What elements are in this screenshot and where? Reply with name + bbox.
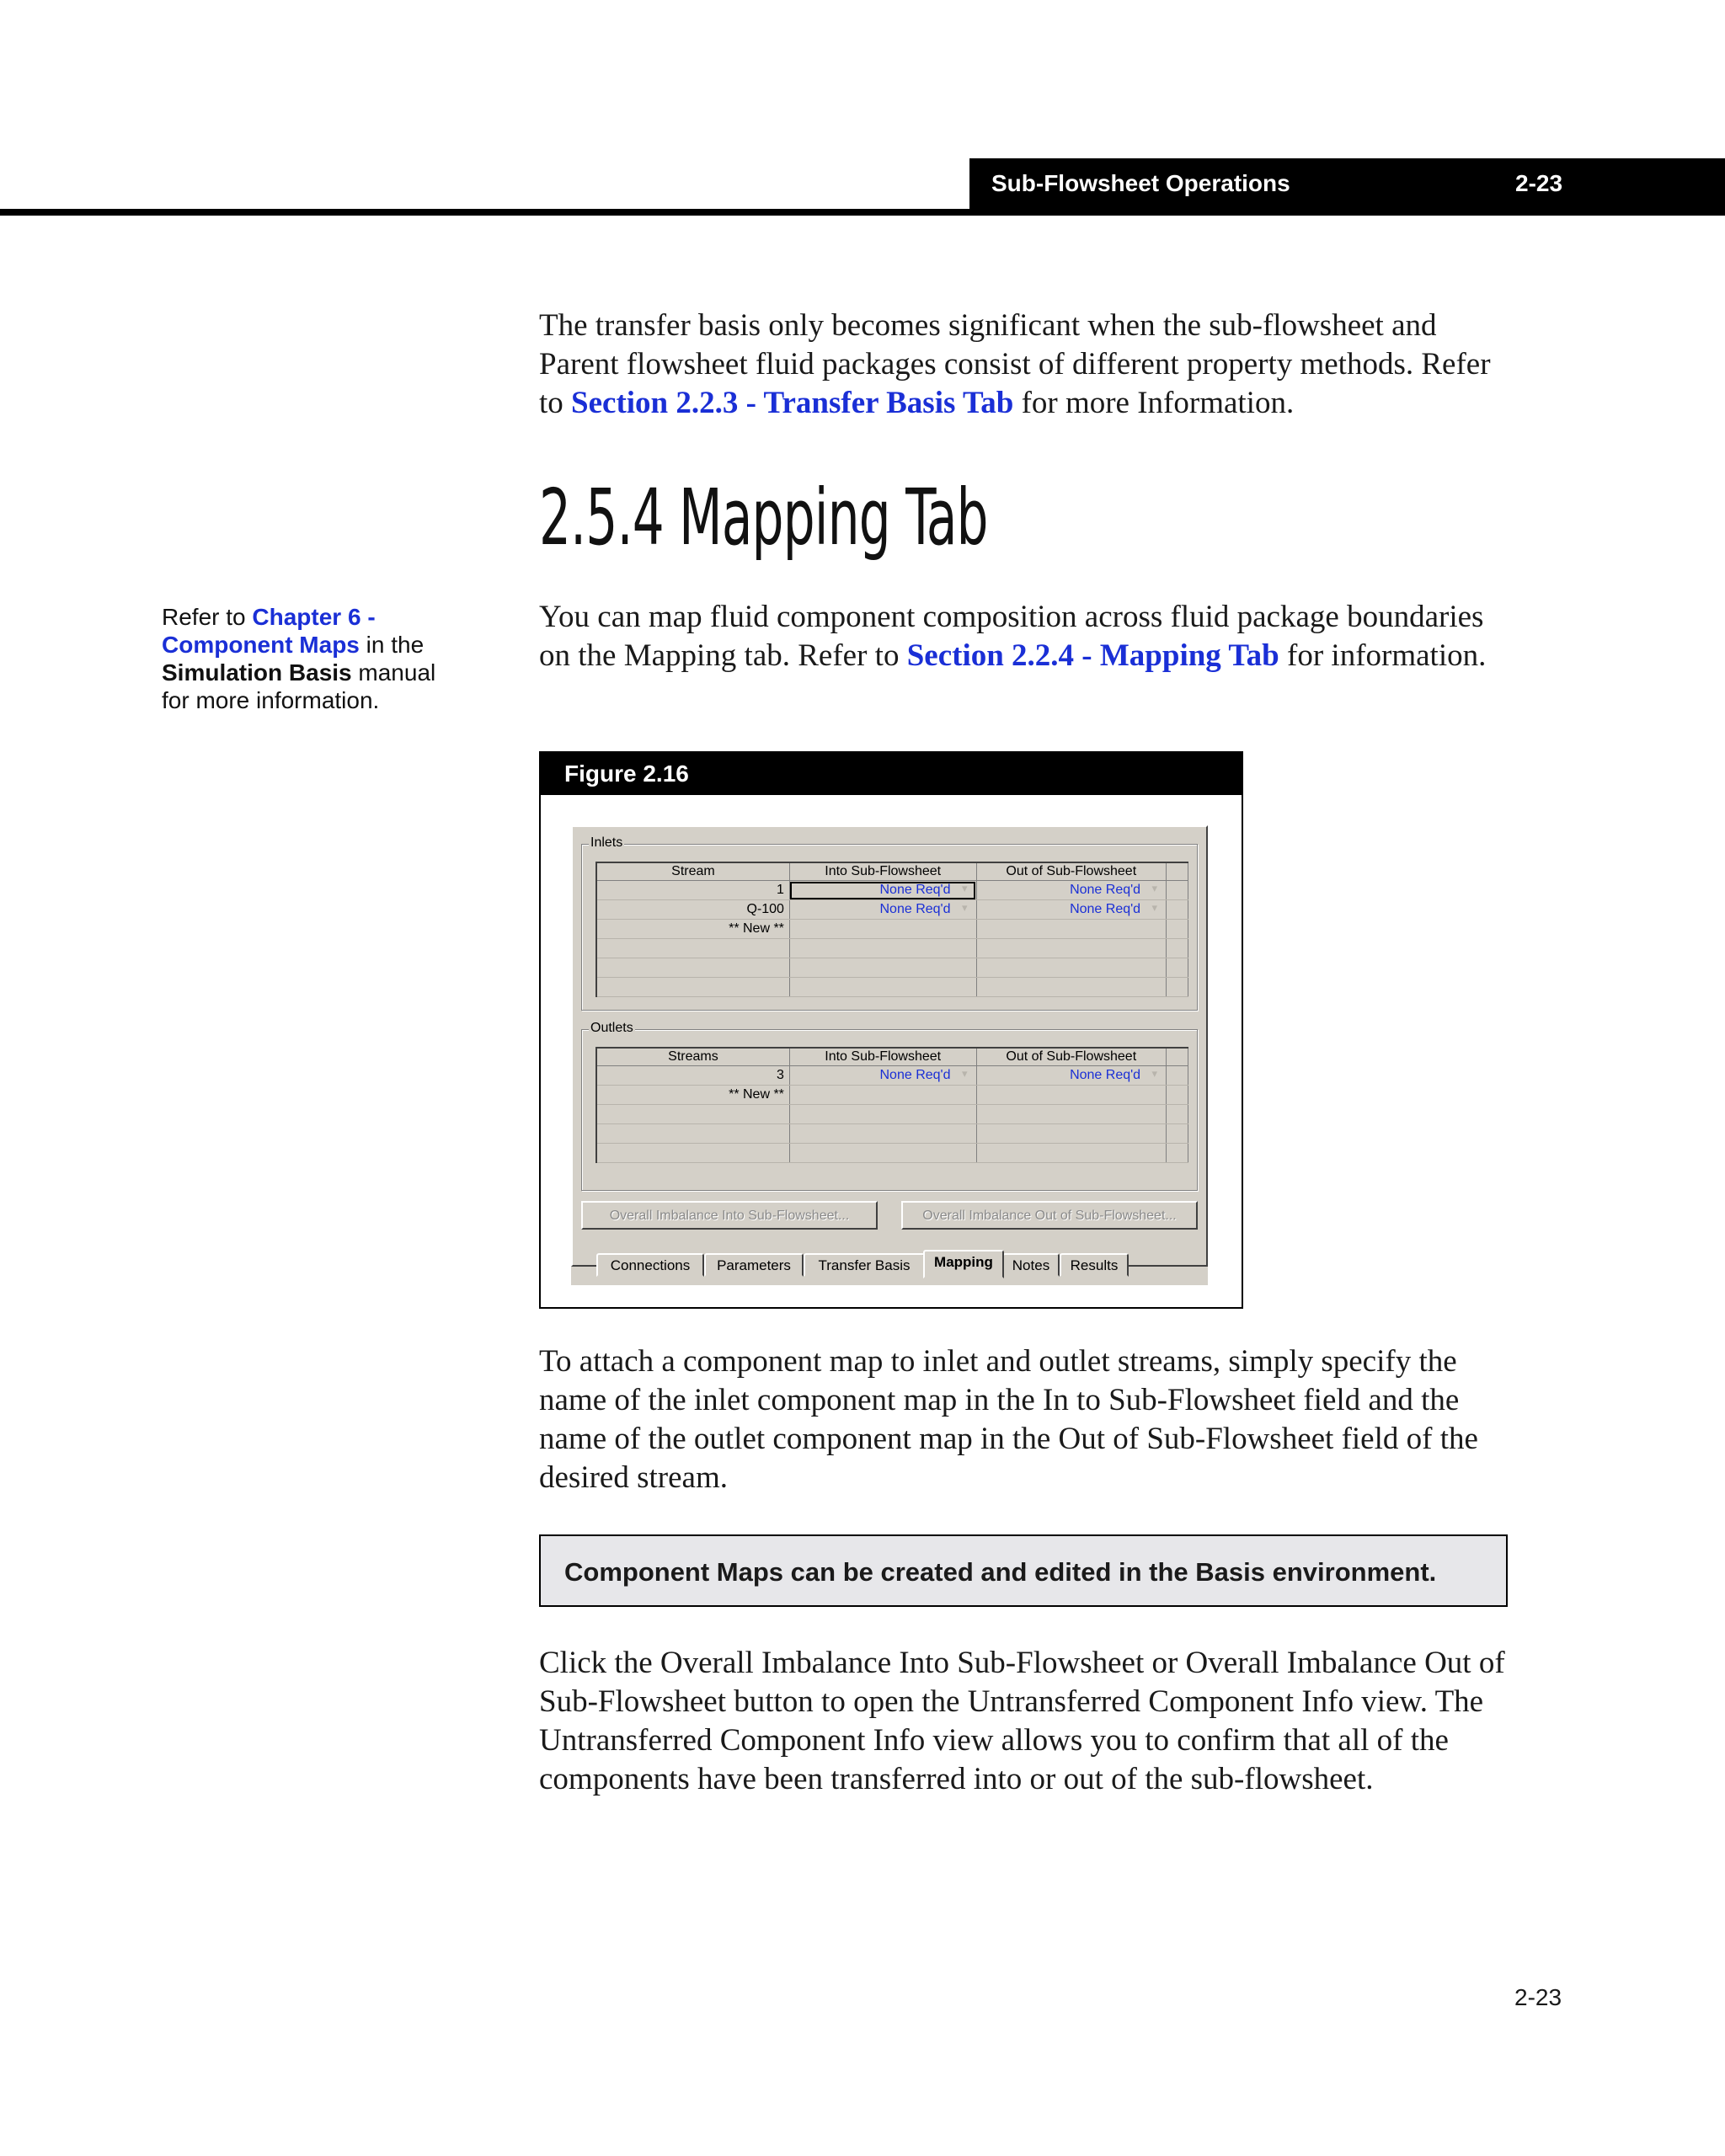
tab-parameters[interactable]: Parameters [704, 1253, 804, 1277]
into-cell-dropdown[interactable]: None Req'd ▾ [789, 1066, 976, 1086]
tab-notes[interactable]: Notes [1002, 1253, 1060, 1277]
col-header-into[interactable]: Into Sub-Flowsheet [789, 1048, 976, 1066]
figure-2-16 [539, 751, 1243, 1309]
side-note-prefix: Refer to [162, 604, 253, 630]
outlets-group [581, 1021, 1198, 1191]
section-title: 2.5.4 Mapping Tab [539, 472, 988, 563]
stream-cell[interactable]: Q-100 [596, 900, 789, 920]
outlets-grid [595, 1047, 1188, 1163]
into-cell-dropdown[interactable]: None Req'd ▾ [789, 900, 976, 920]
running-header [969, 158, 1725, 212]
link-section-2-2-3[interactable]: Section 2.2.3 - Transfer Basis Tab [571, 386, 1014, 420]
intro-text-end: for more Information. [1013, 386, 1295, 420]
tab-results[interactable]: Results [1060, 1253, 1129, 1277]
out-cell-dropdown[interactable]: None Req'd ▾ [976, 900, 1167, 920]
stream-cell[interactable]: 3 [596, 1066, 789, 1086]
side-note-middle: in the [359, 632, 425, 658]
mapping-paragraph [539, 598, 1516, 675]
link-section-2-2-4[interactable]: Section 2.2.4 - Mapping Tab [906, 638, 1279, 673]
table-row [596, 1086, 1188, 1105]
out-cell-dropdown[interactable]: None Req'd ▾ [976, 1066, 1167, 1086]
new-stream-cell[interactable]: ** New ** [596, 920, 789, 939]
figure-caption: Figure 2.16 [541, 753, 1242, 795]
outlets-label: Outlets [590, 1021, 633, 1035]
tab-connections[interactable]: Connections [596, 1253, 704, 1277]
header-page-number: 2-23 [1515, 170, 1563, 196]
new-stream-cell[interactable]: ** New ** [596, 1086, 789, 1105]
stream-cell[interactable]: 1 [596, 881, 789, 900]
table-row [596, 920, 1188, 939]
col-header-stream[interactable]: Stream [596, 862, 789, 881]
overall-imbalance-into-button[interactable]: Overall Imbalance Into Sub-Flowsheet... [581, 1201, 878, 1230]
link-chapter-6[interactable]: Chapter 6 - Component Maps [162, 604, 376, 658]
footer-page-number: 2-23 [1514, 1984, 1562, 2010]
col-header-streams[interactable]: Streams [596, 1048, 789, 1066]
overall-imbalance-out-button[interactable]: Overall Imbalance Out of Sub-Flowsheet... [901, 1201, 1198, 1230]
header-title: Sub-Flowsheet Operations [991, 170, 1290, 196]
mapping-window [571, 825, 1208, 1285]
intro-paragraph [539, 307, 1516, 423]
tab-transfer-basis[interactable]: Transfer Basis [804, 1253, 925, 1277]
note-box: Component Maps can be created and edited in the Basis environment. [539, 1534, 1508, 1607]
mapping-text-end: for information. [1279, 638, 1487, 673]
side-note-manual: Simulation Basis [162, 659, 352, 686]
col-header-into[interactable]: Into Sub-Flowsheet [789, 862, 976, 881]
into-cell-dropdown[interactable]: None Req'd ▾ [789, 881, 976, 900]
table-row [596, 900, 1188, 920]
side-note [162, 603, 465, 714]
table-row [596, 1066, 1188, 1086]
mapping-text: You can map fluid component composition across fluid package boundaries on the Mapping tab. Refer to [539, 600, 1484, 673]
attach-paragraph: To attach a component map to inlet and outlet streams, simply specify the name of the inlet component map in the In to Sub-Flowsheet field and the name of the outlet component map in the Out of Sub-Flowsheet field of the desired stream. [539, 1344, 1478, 1495]
out-cell-dropdown[interactable]: None Req'd ▾ [976, 881, 1167, 900]
table-row [596, 881, 1188, 900]
inlets-group [581, 835, 1198, 1011]
imbalance-paragraph: Click the Overall Imbalance Into Sub-Flowsheet or Overall Imbalance Out of Sub-Flowsheet button to open the Untransferred Component Info view. The Untransferred Component Info view allows you to confirm that all of the components have been transferred into or out of the sub-flowsheet. [539, 1646, 1505, 1796]
side-note-suffix: manual for more information. [162, 659, 436, 713]
col-header-out[interactable]: Out of Sub-Flowsheet [976, 862, 1167, 881]
tab-mapping[interactable]: Mapping [923, 1250, 1004, 1278]
inlets-label: Inlets [590, 835, 623, 850]
col-header-out[interactable]: Out of Sub-Flowsheet [976, 1048, 1167, 1066]
inlets-grid [595, 862, 1188, 997]
intro-text: The transfer basis only becomes significant when the sub-flowsheet and Parent flowsheet fluid packages consist of different property methods. Refer to [539, 308, 1491, 420]
